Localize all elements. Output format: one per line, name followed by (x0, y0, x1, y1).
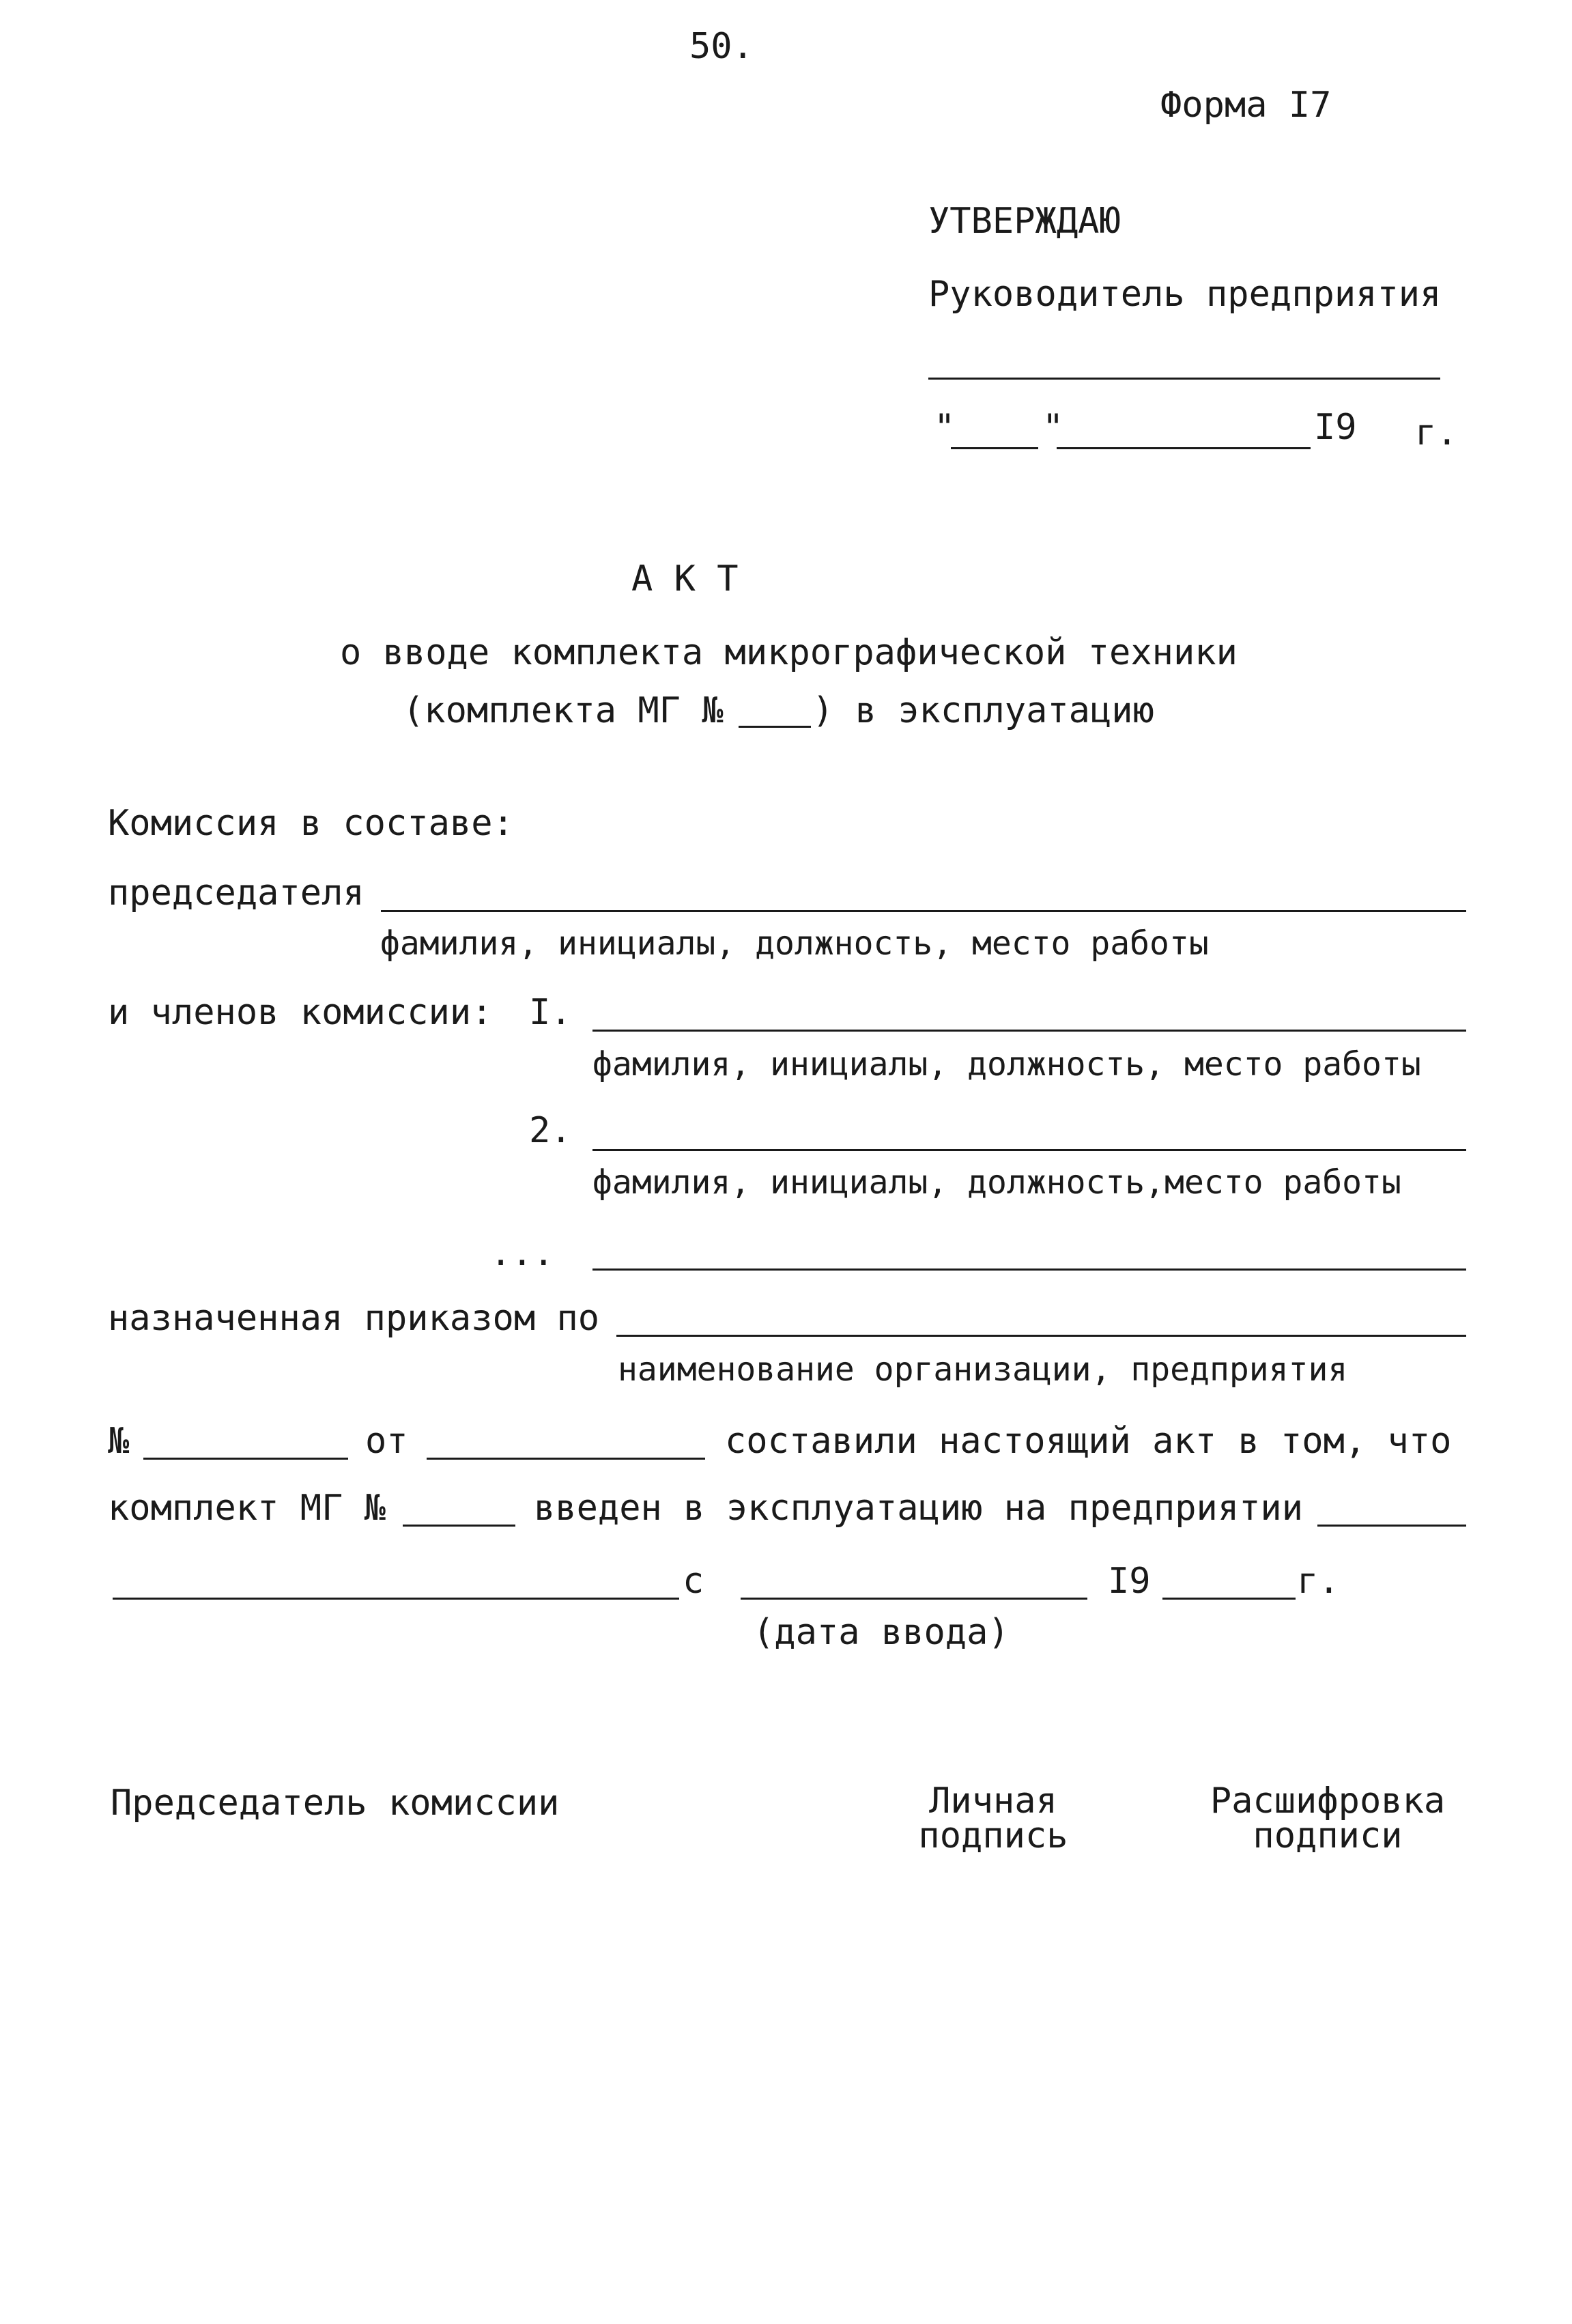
member1-line[interactable] (592, 1030, 1466, 1032)
chairman-line[interactable] (381, 910, 1466, 912)
enterprise-cont-line[interactable] (113, 1598, 679, 1600)
member2-line[interactable] (592, 1149, 1466, 1151)
kit-number-line[interactable] (739, 726, 811, 728)
act-subtitle-line2-a: (комплекта МГ № (403, 690, 724, 731)
commissioned-text: введен в эксплуатацию на предприятии (534, 1488, 1304, 1529)
members-label: и членов комиссии: (108, 992, 493, 1033)
chairman-label: председателя (108, 873, 365, 913)
approval-title: УТВЕРЖДАЮ (928, 201, 1121, 242)
member1-hint: фамилия, инициалы, должность, место работы (592, 1045, 1421, 1083)
commission-year-suffix: г. (1297, 1561, 1340, 1602)
order-from: от (365, 1421, 408, 1462)
order-number-line[interactable] (143, 1458, 348, 1460)
approval-day-line[interactable] (951, 447, 1038, 449)
page-number: 50. (689, 26, 754, 67)
chairman-hint: фамилия, инициалы, должность, место работы (380, 924, 1209, 963)
member2-hint: фамилия, инициалы, должность,место работы (592, 1163, 1401, 1202)
set-number-line[interactable] (403, 1525, 515, 1527)
since-label: с (683, 1561, 704, 1602)
date-hint: (дата ввода) (753, 1612, 1010, 1653)
commission-date-line[interactable] (741, 1598, 1087, 1600)
act-title: А К Т (631, 558, 739, 599)
approval-position: Руководитель предприятия (928, 274, 1442, 315)
approval-month-line[interactable] (1057, 447, 1311, 449)
order-date-line[interactable] (427, 1458, 705, 1460)
act-subtitle-line1: о вводе комплекта микрографической техники (340, 632, 1238, 673)
signature-chairman-label: Председатель комиссии (111, 1783, 560, 1824)
signature-personal-1: Личная (929, 1781, 1057, 1822)
approval-quote-open: " (934, 407, 956, 448)
order-number-sign: № (108, 1421, 130, 1462)
enterprise-line[interactable] (1317, 1525, 1466, 1527)
set-label: комплект МГ № (108, 1488, 386, 1529)
approval-quote-close: " (1042, 407, 1064, 448)
act-subtitle-line2-b: ) в эксплуатацию (812, 690, 1154, 731)
commission-intro: Комиссия в составе: (108, 803, 514, 844)
commission-year-prefix: I9 (1108, 1561, 1151, 1602)
approval-year-suffix: г. (1415, 412, 1458, 453)
order-org-hint: наименование организации, предприятия (618, 1350, 1348, 1389)
approval-year-prefix: I9 (1314, 407, 1357, 448)
signature-personal-2: подпись (918, 1815, 1068, 1856)
approval-signature-line[interactable] (928, 378, 1440, 380)
member1-number: I. (529, 992, 572, 1033)
form-label: Форма I7 (1160, 85, 1332, 126)
commission-year-line[interactable] (1162, 1598, 1296, 1600)
members-ellipsis: ... (490, 1233, 554, 1274)
order-org-line[interactable] (616, 1335, 1466, 1337)
member-more-line[interactable] (592, 1269, 1466, 1271)
signature-decode-2: подписи (1253, 1815, 1403, 1856)
order-statement: составили настоящий акт в том, что (725, 1421, 1452, 1462)
order-label: назначенная приказом по (108, 1298, 600, 1339)
signature-decode-1: Расшифровка (1210, 1781, 1446, 1822)
member2-number: 2. (529, 1110, 572, 1151)
